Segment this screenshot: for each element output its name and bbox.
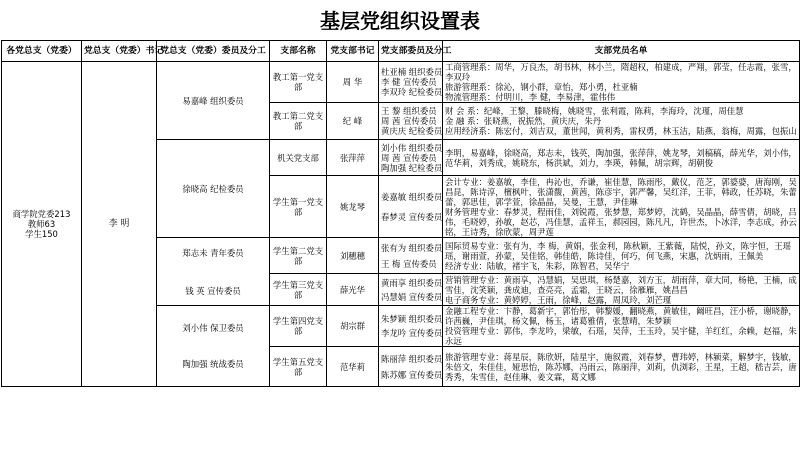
branch-name: 学生第二党支部	[270, 238, 327, 274]
member-list-line: 金融工程专业：卞静，葛新宇，郭怡彤，韩黎媛，翻晓燕，黄敏佳，阚旺昌，汪小桥，谢晓静，许茜巍，尹佳琪，杨文佩，杨玉，诸葛雅倩，张慧晴，朱梦颖	[445, 306, 797, 326]
branch-member: 周 茜 宣传委员	[381, 116, 437, 126]
branch-name: 学生第四党支部	[270, 306, 327, 347]
branch-name: 学生第三党支部	[270, 274, 327, 306]
branch-secretary: 姚龙琴	[327, 176, 379, 238]
committee-cell	[157, 306, 270, 387]
header-member-list: 支部党员名单	[443, 41, 800, 62]
branch-member: 周 茜 宣传委员	[381, 152, 437, 163]
branch-member: 陈苏娜 宣传委员	[381, 369, 443, 380]
member-list-line: 电子商务专业：黄婷婷，王雨，徐峰，赵露，周凤玲，刘芒瑾	[445, 294, 672, 305]
branch-member: 春梦灵 宣传委员	[381, 211, 443, 222]
branch-name: 学生第一党支部	[270, 176, 327, 238]
member-list: 李明，易嘉峰，徐晓高，郑志未，钱英，陶加强，张萍萍，姚龙琴，刘稿稿，薛光华，刘小伟，范华莉，刘秀成，姚晓东，杨洪斌，刘力，李瑛，韩佩，胡宗辉，胡朝俊	[443, 140, 800, 176]
member-list-line: 投资管理专业：郭伟，李龙吟，梁敏，石瑶，吴萍，王玉玲，吴宇健，羊红红，余赖，赵福，朱永远	[445, 326, 797, 346]
branch-member: 黄庆庆 纪检委员	[381, 126, 443, 136]
branch-member: 王 梅 宣传委员	[381, 258, 437, 269]
page-title: 基层党组织设置表	[320, 9, 480, 33]
header-general-branch: 各党总支（党委）	[2, 41, 82, 62]
member-list: 旅游管理专业：蒋星辰，陈欣妍，陆星宇，施叙霞，刘春梦，曹玮婷，林颍菜，解梦宇，钱敏，朱倍文，朱佳佳，娅思怡，陈苏娜，冯雨云，陈丽萍，刘莉，仇浏彩，王星，王超，嵇吉芸，唐秀秀，朱雪佳，赵佳琳，姜文霖，葛文娜	[443, 347, 800, 387]
general-branch-line: 学生150	[25, 229, 58, 239]
branch-member: 李双玲 纪检委员	[381, 87, 443, 97]
member-list-line: 国际贸易专业：张有为，李 梅，黄娟，张金利，陈秋颖，王紫薇，陆悦，孙文，陈宇恒，王瑶瑶，谢雨萱，孙蒙，吴佳铭，韩佳皓，陈诗佳，何巧，何飞燕，宋惠，沈炳雨，王佩美	[445, 240, 792, 261]
member-list-line: 旅游管理系：徐沁，钢小群，章怡，郑小勇，杜亚楠	[445, 82, 638, 92]
committee-entry: 钱 英 宣传委员	[185, 285, 241, 296]
branch-member: 冯慧娟 宣传委员	[381, 291, 443, 302]
branch-members	[379, 140, 443, 176]
member-list	[443, 274, 800, 306]
branch-member: 黄雨享 组织委员	[381, 277, 443, 288]
branch-members	[379, 274, 443, 306]
committee-entry: 郑志未 青年委员	[182, 247, 244, 258]
organization-table	[1, 40, 800, 387]
member-list-line: 财 会 系：纪峰，王黎，滕晓梅，姚晓雪，张利霞，陈莉，李海玲，沈瑾，周佳慧	[445, 106, 744, 116]
branch-secretary: 范华莉	[327, 347, 379, 387]
member-list-line: 应用经济系：陈宏付，刘吉双，董世闻，黄利秀，雷权勇，林玉洁，陆燕，翁梅，周露，包振山	[445, 126, 797, 136]
branch-secretary: 刘穗穗	[327, 238, 379, 274]
branch-member: 杜亚楠 组织委员	[381, 67, 443, 77]
general-branch-line: 教师63	[27, 219, 56, 229]
general-branch-cell	[2, 62, 82, 387]
branch-secretary: 张萍萍	[327, 140, 379, 176]
committee-entry: 陶加强 统战委员	[182, 359, 244, 369]
member-list	[443, 238, 800, 274]
branch-member: 姜嘉敏 组织委员	[381, 191, 443, 202]
branch-members	[379, 347, 443, 387]
member-list	[443, 176, 800, 238]
branch-name: 学生第五党支部	[270, 347, 327, 387]
branch-name: 教工第二党支部	[270, 103, 327, 140]
branch-member: 张有为 组织委员	[381, 242, 443, 253]
branch-name: 教工第一党支部	[270, 62, 327, 103]
member-list-line: 营销管理专业：黄雨享，冯慧娟，吴思琪，杨楚嘉，刘方玉，胡雨萍，章大同，杨艳，王楠，成雪佳，沈笑颖，龚成迪，查亮亮，孟霜，王晓云，徐雁雁，姚昌昌	[445, 274, 797, 295]
branch-secretary: 纪 峰	[327, 103, 379, 140]
branch-member: 王 黎 组织委员	[381, 106, 437, 116]
member-list-line: 会计专业：姜嘉敏，李佳，冉沁也，乔谦，崔佳慧，陈雨彤，戴仪，范芝，郭婆婆，唐海刚，吴昌昆，陈诗淳，檀枫叶，张潇馥，黄茜，陈彦宇，郭严馨，吴红洋，王菲，韩政，任苏晓，朱蕾蕾，郭思佳，郭学萱，徐晶晶，吴曼，王慧，尹佳琳	[445, 176, 797, 207]
branch-name: 机关党支部	[270, 140, 327, 176]
committee-entry: 刘小伟 保卫委员	[182, 323, 244, 333]
member-list	[443, 62, 800, 103]
table-row	[2, 62, 800, 103]
branch-members	[379, 62, 443, 103]
branch-members	[379, 176, 443, 238]
header-committee: 党总支（党委）委员及分工	[157, 41, 270, 62]
branch-member: 刘小伟 组织委员	[381, 142, 443, 153]
general-secretary-cell: 李 明	[82, 62, 157, 387]
branch-members	[379, 238, 443, 274]
branch-members	[379, 306, 443, 347]
branch-member: 陶加强 纪检委员	[381, 162, 443, 173]
header-branch-secretary: 党支部书记	[327, 41, 379, 62]
table-header-row	[2, 41, 800, 62]
member-list-line: 经济专业：陆敏，褚宇飞，朱彩，陈智君，吴华宁	[445, 260, 630, 271]
committee-cell	[157, 238, 270, 306]
branch-secretary: 胡宗群	[327, 306, 379, 347]
general-branch-line: 商学院党委213	[12, 209, 71, 219]
member-list-line: 物流管理系：付明川，李 健，李易津，霍伟伟	[445, 92, 616, 102]
header-branch-name: 支部名称	[270, 41, 327, 62]
header-branch-members: 党支部委员及分工	[379, 41, 443, 62]
branch-member: 李 健 宣传委员	[381, 77, 437, 87]
branch-secretary: 薛光华	[327, 274, 379, 306]
branch-members	[379, 103, 443, 140]
branch-member: 陈丽萍 组织委员	[381, 353, 443, 364]
member-list	[443, 306, 800, 347]
branch-member: 李龙吟 宣传委员	[381, 328, 443, 338]
member-list-line: 财务管理专业：春梦灵，程雨佳，刘锐霞，张梦慧，郑梦婷，沈鹤，吴晶晶，薛雪倩，胡晓，吕伟，毛晓婷，孙敏，赵芯，冯佳慧，孟祥玉，郝园园，陈凡凡，许世杰，卜冰洋，李志成，孙云铭，王诗秀，徐欣蒙，周尹莲	[445, 206, 797, 237]
branch-member: 朱梦颖 组织委员	[381, 314, 443, 324]
committee-cell: 易嘉峰 组织委员	[157, 62, 270, 140]
member-list-line: 金 融 系：张晓燕，祝振然，黄庆庆，朱丹	[445, 116, 602, 126]
committee-cell: 徐晓高 纪检委员	[157, 140, 270, 238]
header-general-secretary: 党总支（党委）书记	[82, 41, 157, 62]
member-list	[443, 103, 800, 140]
member-list-line: 工商管理系：周华，万良杰，胡书林，林小兰，隋超权，柏建成，严翔，郭莹，任志霞，张雪，李双玲	[445, 62, 797, 82]
branch-secretary: 周 华	[327, 62, 379, 103]
